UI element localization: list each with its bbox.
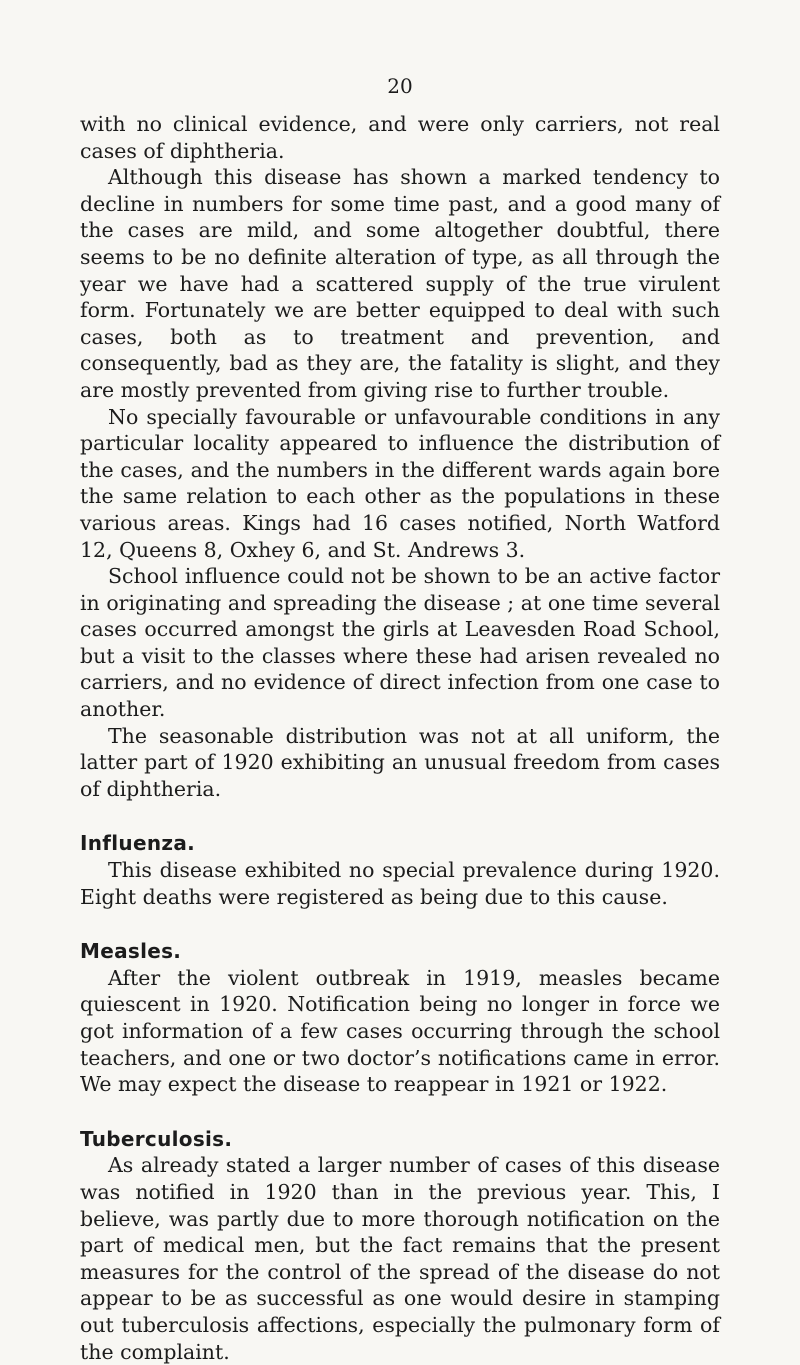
- paragraph-decline: Although this disease has shown a marked tendency to decline in numbers for some time past, and a good many of the cases are mild, and some altogether doubtful, there seems to be no definite alteration of type, as all through the year we have had a scattered supply of the true virulent form. Fortunately we are better equipped to deal with such cases, both as to treatment and prevention, and consequently, bad as they are, the fatality is slight, and they are mostly prevented from giving rise to further trouble.: [80, 165, 720, 402]
- document-body: [80, 111, 720, 1365]
- section-influenza: [80, 830, 720, 910]
- paragraph-tuberculosis: As already stated a larger number of cases of this disease was notified in 1920 than in the previous year. This, I believe, was partly due to more thorough notification on the part of medical men, but the fact remains that the present measures for the control of the spread of the disease do not appear to be as successful as one would desire in stamping out tuberculosis affections, especially the pulmonary form of the complaint.: [80, 1153, 720, 1364]
- section-measles: [80, 938, 720, 1098]
- heading-influenza: Influenza.: [80, 831, 196, 856]
- paragraph-school-influence: School influence could not be shown to be an active factor in originating and spreading the disease ; at one time several cases occurred amongst the girls at Leavesden Road School, but a visit to the classes where these had arisen revealed no carriers, and no evidence of direct infection from one case to another.: [80, 564, 720, 722]
- heading-tuberculosis: Tuberculosis.: [80, 1126, 233, 1151]
- paragraph-localities: No specially favourable or unfavourable conditions in any particular locality appeared to influence the distribution of the cases, and the numbers in the different wards again bore the same relation to each other as the populations in these various areas. Kings had 16 cases notified, North Watford 12, Queens 8, Oxhey 6, and St. Andrews 3.: [80, 404, 720, 562]
- section-tuberculosis: [80, 1126, 720, 1365]
- page-number: 20: [387, 74, 413, 98]
- paragraph-seasonal-distribution: The seasonable distribution was not at all uniform, the latter part of 1920 exhibiting an unusual freedom from cases of diphtheria.: [80, 723, 720, 801]
- heading-measles: Measles.: [80, 939, 182, 964]
- paragraph-measles: After the violent outbreak in 1919, measles became quiescent in 1920. Notification being no longer in force we got information of a few cases occurring through the school teachers, and one or two doctor’s notifications came in error. We may expect the disease to reappear in 1921 or 1922.: [80, 965, 720, 1097]
- paragraph-influenza: This disease exhibited no special prevalence during 1920. Eight deaths were registered as being due to this cause.: [80, 858, 720, 909]
- paragraph-continuation: with no clinical evidence, and were only carriers, not real cases of diphtheria.: [80, 112, 720, 163]
